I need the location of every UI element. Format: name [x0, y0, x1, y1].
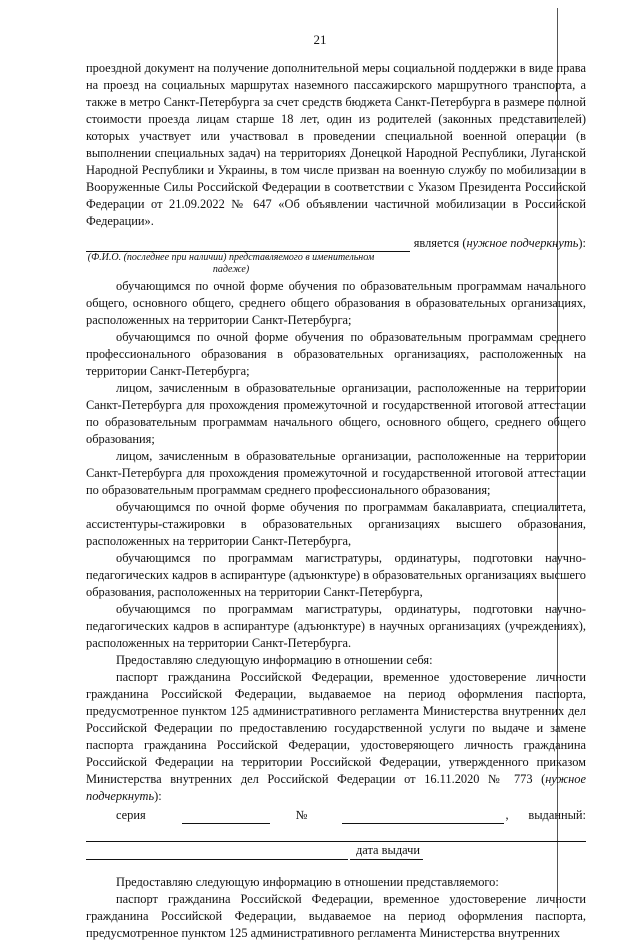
number-comma: , [505, 808, 509, 822]
option-item: обучающимся по очной форме обучения по образовательным программам среднего профессионального образования в образовательных организациях, расположенных на территории Санкт-Петербурга; [86, 330, 586, 378]
option-item: обучающимся по очной форме обучения по программам бакалавриата, специалитета, ассистентуры-стажировки в образовательных организациях высшего образования, расположенных на территории Санкт-Петербурга, [86, 500, 586, 548]
passport-italic: нужное подчеркнуть [86, 772, 586, 803]
fio-suffix-end: ): [578, 236, 586, 250]
rep-info-heading: Предоставляю следующую информацию в отношении представляемого: [116, 875, 499, 889]
fio-suffix: является ( [413, 236, 467, 250]
fio-suffix-italic: нужное подчеркнуть [466, 236, 579, 250]
option-item: обучающимся по программам магистратуры, ординатуры, подготовки научно-педагогических кадров в аспирантуре (адъюнктуре) в образовательных организациях высшего образования, расположенных на территории Санкт-Петербурга, [86, 551, 586, 599]
passport-end: ): [154, 789, 162, 803]
intro-paragraph: проездной документ на получение дополнительной меры социальной поддержки в виде права на проезд на социальных маршрутах наземного пассажирского маршрутного транспорта, а также в метро Санкт-Петербурга за счет средств бюджета Санкт-Петербурга в размере полной стоимости проезда лицам старше 18 лет, один из родителей (законных представителей) которых участвует или участвовал в проведении специальной военной операции (в выполнении специальных задач) на территориях Донецкой Народной Республики, Луганской Народной Республики и Украины, в том числе призван на военную службу по мобилизации в Вооруженные Силы Российской Федерации в соответствии с Указом Президента Российской Федерации от 21.09.2022 № 647 «Об объявлении частичной мобилизации в Российской Федерации». [86, 61, 586, 228]
passport-series-row [86, 807, 586, 824]
self-info-heading: Предоставляю следующую информацию в отношении себя: [116, 653, 433, 667]
series-field[interactable] [182, 810, 270, 824]
number-label: № [295, 808, 308, 822]
option-item: лицом, зачисленным в образовательные организации, расположенные на территории Санкт-Петербурга для прохождения промежуточной и государственной итоговой аттестации по образовательным программам среднего профессионального образования; [86, 449, 586, 497]
document-body [86, 60, 586, 942]
option-item: обучающимся по очной форме обучения по образовательным программам начального общего, основного общего, среднего общего образования в образовательных организациях, расположенных на территории Санкт-Петербурга; [86, 279, 586, 327]
spacer [86, 860, 586, 874]
passport-text: паспорт гражданина Российской Федерации, временное удостоверение личности гражданина Российской Федерации, выдаваемое на период оформления паспорта, предусмотренное пунктом 125 административного регламента Министерства внутренних дел Российской Федерации по предоставлению государственной услуги по выдаче и замене паспорта гражданина Российской Федерации, удостоверяющего личность гражданина Российской Федерации на территории Российской Федерации, утвержденного приказом Министерства внутренних дел Российской Федерации от 16.11.2020 № 773 ( [86, 670, 586, 786]
fio-line [86, 235, 586, 252]
issue-date-label: дата выдачи [350, 842, 423, 860]
issued-label: выданный: [528, 808, 586, 822]
issued-by-field-continued[interactable] [86, 846, 348, 860]
number-field[interactable] [342, 810, 504, 824]
fio-status-text [414, 235, 586, 252]
option-item: обучающимся по программам магистратуры, ординатуры, подготовки научно-педагогических кадров в аспирантуре (адъюнктуре) в научных организациях (учреждениях), расположенных на территории Санкт-Петербурга. [86, 602, 586, 650]
issued-by-field[interactable] [86, 824, 586, 842]
rep-passport-paragraph: паспорт гражданина Российской Федерации, временное удостоверение личности гражданина Российской Федерации, выдаваемое на период оформления паспорта, предусмотренное пунктом 125 административного регламента Министерства внутренних [86, 892, 586, 940]
fio-note: (Ф.И.О. (последнее при наличии) представляемого в именительном падеже) [87, 252, 375, 275]
series-label: серия [116, 808, 146, 822]
issue-date-row [86, 842, 586, 860]
passport-paragraph [86, 669, 586, 805]
page-number: 21 [313, 32, 327, 47]
fio-blank-field[interactable] [86, 238, 410, 252]
option-item: лицом, зачисленным в образовательные организации, расположенные на территории Санкт-Петербурга для прохождения промежуточной и государственной итоговой аттестации по образовательным программам начального общего, основного общего, среднего общего образования; [86, 381, 586, 446]
